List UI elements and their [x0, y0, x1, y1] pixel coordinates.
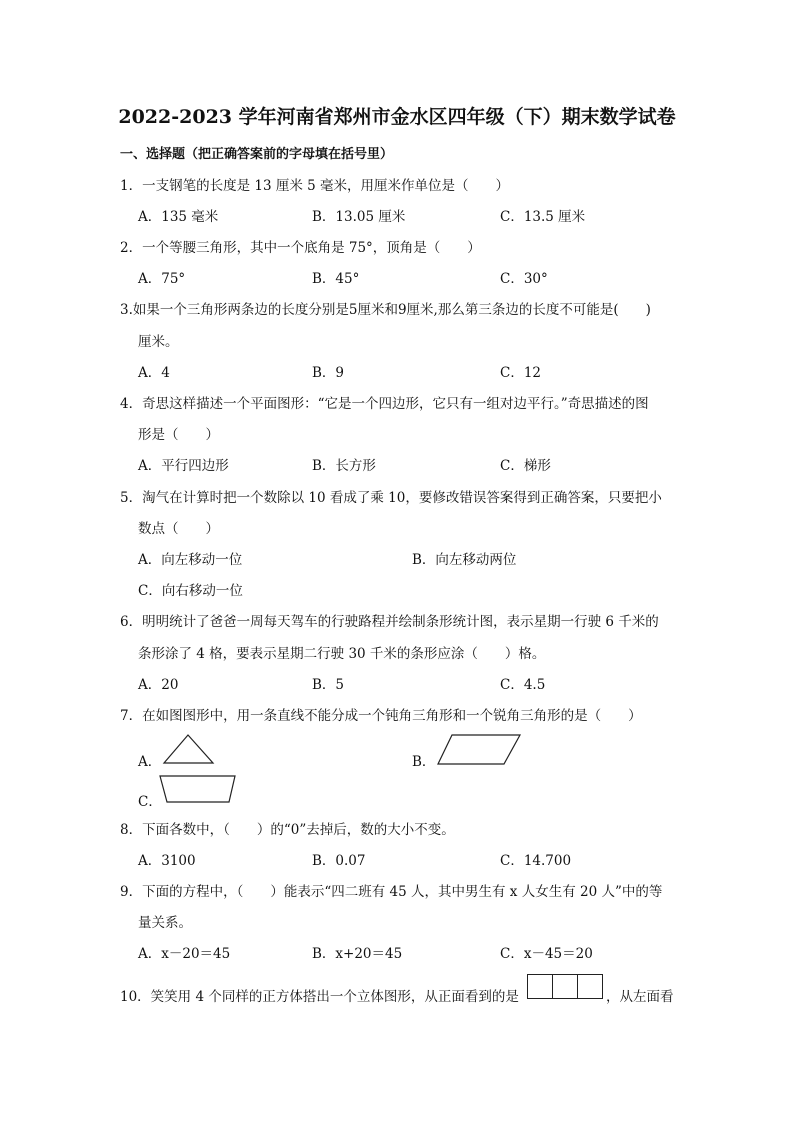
question-9-option-a: A．x－20＝45: [138, 946, 231, 962]
question-9-stem: 9．下面的方程中，（ ）能表示“四二班有 45 人，其中男生有 x 人女生有 20 人”中的等: [120, 884, 663, 900]
question-5-stem: 5．淘气在计算时把一个数除以 10 看成了乘 10，要修改错误答案得到正确答案，只要把小: [120, 490, 662, 506]
question-8-stem: 8．下面各数中，（ ）的“0”去掉后，数的大小不变。: [120, 822, 455, 838]
question-7-option-b: B．: [412, 754, 436, 770]
question-2-option-b: B．45°: [312, 271, 360, 287]
question-4-stem-cont: 形是（ ）: [138, 427, 219, 443]
question-7-stem: 7．在如图图形中，用一条直线不能分成一个钝角三角形和一个锐角三角形的是（ ）: [120, 708, 642, 724]
question-9-option-b: B．x+20＝45: [312, 946, 403, 962]
question-5-option-a: A．向左移动一位: [138, 552, 243, 568]
question-8-option-a: A．3100: [138, 853, 196, 869]
question-7-option-c: C．: [138, 794, 162, 810]
question-5-option-c: C．向右移动一位: [138, 583, 243, 599]
question-4-option-c: C．梯形: [500, 458, 551, 474]
question-3-option-c: C．12: [500, 365, 542, 381]
question-6-option-c: C．4.5: [500, 677, 546, 693]
question-6-option-a: A．20: [138, 677, 179, 693]
page-title: 2022-2023 学年河南省郑州市金水区四年级（下）期末数学试卷: [118, 106, 676, 128]
question-6-option-b: B．5: [312, 677, 345, 693]
question-3-option-b: B．9: [312, 365, 345, 381]
question-3-stem: 3.如果一个三角形两条边的长度分别是5厘米和9厘米,那么第三条边的长度不可能是( ): [120, 302, 651, 318]
question-9-option-c: C．x－45＝20: [500, 946, 593, 962]
question-10-stem-tail: ，从左面看: [606, 989, 674, 1005]
question-2-stem: 2．一个等腰三角形，其中一个底角是 75°，顶角是（ ）: [120, 240, 481, 256]
question-5-stem-cont: 数点（ ）: [138, 521, 219, 537]
question-1-option-a: A．135 毫米: [138, 209, 219, 225]
trapezoid-icon: [158, 773, 238, 805]
question-6-stem-cont: 条形涂了 4 格，要表示星期二行驶 30 千米的条形应涂（ ）格。: [138, 646, 546, 662]
question-1-option-b: B．13.05 厘米: [312, 209, 406, 225]
question-10-stem: 10．笑笑用 4 个同样的正方体搭出一个立体图形，从正面看到的是: [120, 989, 519, 1005]
question-3-stem-cont: 厘米。: [138, 334, 179, 350]
question-9-stem-cont: 量关系。: [138, 915, 192, 931]
section-heading: 一、选择题（把正确答案前的字母填在括号里）: [120, 147, 394, 162]
question-8-option-c: C．14.700: [500, 853, 572, 869]
question-5-option-b: B．向左移动两位: [412, 552, 517, 568]
question-8-option-b: B．0.07: [312, 853, 366, 869]
question-4-option-b: B．长方形: [312, 458, 376, 474]
question-7-option-a: A．: [138, 754, 162, 770]
parallelogram-icon: [436, 733, 522, 767]
question-6-stem: 6．明明统计了爸爸一周每天驾车的行驶路程并绘制条形统计图，表示星期一行驶 6 千米的: [120, 614, 659, 630]
question-1-stem: 1．一支钢笔的长度是 13 厘米 5 毫米，用厘米作单位是（ ）: [120, 178, 510, 194]
question-2-option-c: C．30°: [500, 271, 548, 287]
question-1-option-c: C．13.5 厘米: [500, 209, 586, 225]
question-2-option-a: A．75°: [138, 271, 186, 287]
three-square-view-icon: [527, 974, 603, 999]
question-4-option-a: A．平行四边形: [138, 458, 229, 474]
triangle-icon: [162, 732, 216, 766]
question-3-option-a: A．4: [138, 365, 170, 381]
question-4-stem: 4．奇思这样描述一个平面图形：“它是一个四边形，它只有一组对边平行。”奇思描述的图: [120, 396, 649, 412]
